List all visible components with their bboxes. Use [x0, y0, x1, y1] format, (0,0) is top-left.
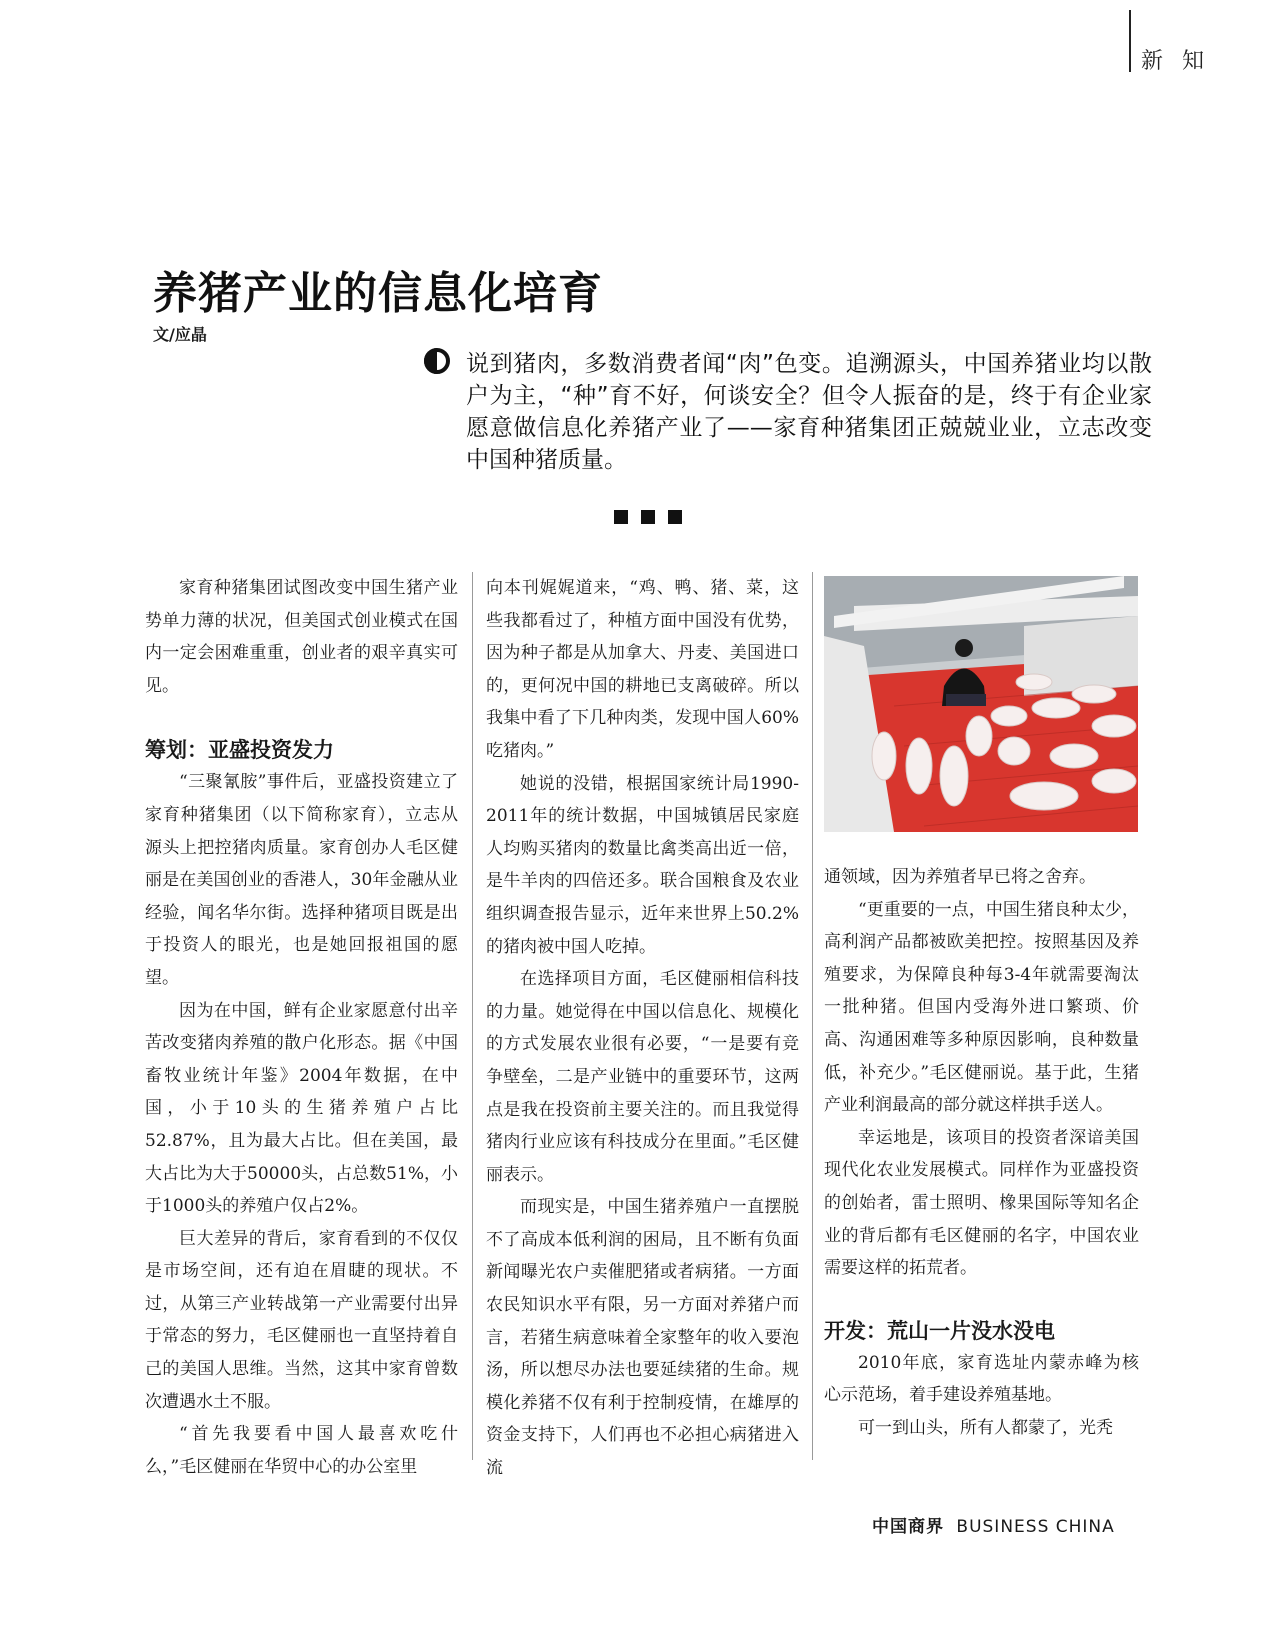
col1-subheading: 筹划：亚盛投资发力 — [145, 738, 334, 763]
section-divider — [614, 510, 682, 524]
column-1 — [145, 572, 458, 1483]
col3-paragraph-5: 可一到山头，所有人都蒙了，光秃 — [858, 1417, 1113, 1438]
col3-paragraph-4: 2010年底，家育选址内蒙赤峰为核心示范场，着手建设养殖基地。 — [824, 1352, 1139, 1406]
column-rule-1 — [472, 572, 473, 1460]
section-label: 新 知 — [1141, 49, 1210, 74]
lead-bullet-icon — [424, 348, 450, 374]
col2-paragraph-2: 她说的没错，根据国家统计局1990-2011年的统计数据，中国城镇居民家庭人均购买猪肉的数量比禽类高出近一倍，是牛羊肉的四倍还多。联合国粮食及农业组织调查报告显示，近年来世界上50.2%的猪肉被中国人吃掉。 — [486, 773, 799, 957]
col3-subheading: 开发：荒山一片没水没电 — [824, 1318, 1055, 1343]
col1-paragraph-2: “三聚氰胺”事件后，亚盛投资建立了家育种猪集团（以下简称家育），立志从源头上把控猪肉质量。家育创办人毛区健丽是在美国创业的香港人，30年金融从业经验，闻名华尔街。选择种猪项目既是出于投资人的眼光，也是她回报祖国的愿望。 — [145, 772, 458, 988]
col1-paragraph-3: 因为在中国，鲜有企业家愿意付出辛苦改变猪肉养殖的散户化形态。据《中国畜牧业统计年鉴》2004年数据，在中国，小于10头的生猪养殖户占比52.87%，且为最大占比。但在美国，最大占比为大于50000头，占总数51%，小于1000头的养殖户仅占2%。 — [145, 1000, 458, 1217]
divider-square-3 — [668, 510, 682, 524]
footer-brand: 中国商界 — [872, 1517, 944, 1537]
col3-paragraph-3: 幸运地是，该项目的投资者深谙美国现代化农业发展模式。同样作为亚盛投资的创始者，雷士照明、橡果国际等知名企业的背后都有毛区健丽的名字，中国农业需要这样的拓荒者。 — [824, 1127, 1139, 1279]
column-rule-2 — [812, 572, 813, 1460]
col3-paragraph-1: 通领域，因为养殖者早已将之舍弃。 — [824, 867, 1096, 887]
col2-paragraph-4: 而现实是，中国生猪养殖户一直摆脱不了高成本低利润的困局，且不断有负面新闻曝光农户卖催肥猪或者病猪。一方面农民知识水平有限，另一方面对养猪户而言，若猪生病意味着全家整年的收入要泡汤，所以想尽办法也要延续猪的生命。规模化养猪不仅有利于控制疫情，在雄厚的资金支持下，人们再也不必担心病猪进入流 — [486, 1197, 799, 1479]
col2-paragraph-3: 在选择项目方面，毛区健丽相信科技的力量。她觉得在中国以信息化、规模化的方式发展农业很有必要，“一是要有竞争壁垒，二是产业链中的重要环节，这两点是我在投资前主要关注的。而且我觉得猪肉行业应该有科技成分在里面。”毛区健丽表示。 — [486, 969, 799, 1185]
col1-paragraph-4: 巨大差异的背后，家育看到的不仅仅是市场空间，还有迫在眉睫的现状。不过，从第三产业转战第一产业需要付出异于常态的努力，毛区健丽也一直坚持着自己的美国人思维。当然，这其中家育曾数次遭遇水土不服。 — [145, 1228, 458, 1412]
article-title: 养猪产业的信息化培育 — [153, 268, 603, 319]
column-2 — [486, 572, 799, 1485]
column-3 — [824, 861, 1139, 1445]
byline: 文/应晶 — [153, 325, 207, 344]
divider-square-1 — [614, 510, 628, 524]
lead-paragraph: 说到猪肉，多数消费者闻“肉”色变。追溯源头，中国养猪业均以散户为主，“种”育不好，何谈安全？但令人振奋的是，终于有企业家愿意做信息化养猪产业了——家育种猪集团正兢兢业业，立志改变中国种猪质量。 — [466, 351, 1152, 473]
col1-paragraph-5: “首先我要看中国人最喜欢吃什么，”毛区健丽在华贸中心的办公室里 — [145, 1424, 458, 1477]
col2-paragraph-1: 向本刊娓娓道来，“鸡、鸭、猪、菜，这些我都看过了，种植方面中国没有优势，因为种子都是从加拿大、丹麦、美国进口的，更何况中国的耕地已支离破碎。所以我集中看了下几种肉类，发现中国人60%吃猪肉。” — [486, 578, 799, 761]
header-rule — [1129, 10, 1131, 72]
page-footer — [872, 1512, 1115, 1537]
col3-paragraph-2: “更重要的一点，中国生猪良种太少，高利润产品都被欧美把控。按照基因及养殖要求，为保障良种每3-4年就需要淘汰一批种猪。但国内受海外进口繁琐、价高、沟通困难等多种原因影响，良种数量低，补充少。”毛区健丽说。基于此，生猪产业利润最高的部分就这样拱手送人。 — [824, 899, 1139, 1116]
footer-brand-en: BUSINESS CHINA — [956, 1517, 1115, 1537]
divider-square-2 — [641, 510, 655, 524]
col1-paragraph-1: 家育种猪集团试图改变中国生猪产业势单力薄的状况，但美国式创业模式在国内一定会困难重重，创业者的艰辛真实可见。 — [145, 578, 458, 696]
pig-farm-photo — [824, 576, 1138, 832]
